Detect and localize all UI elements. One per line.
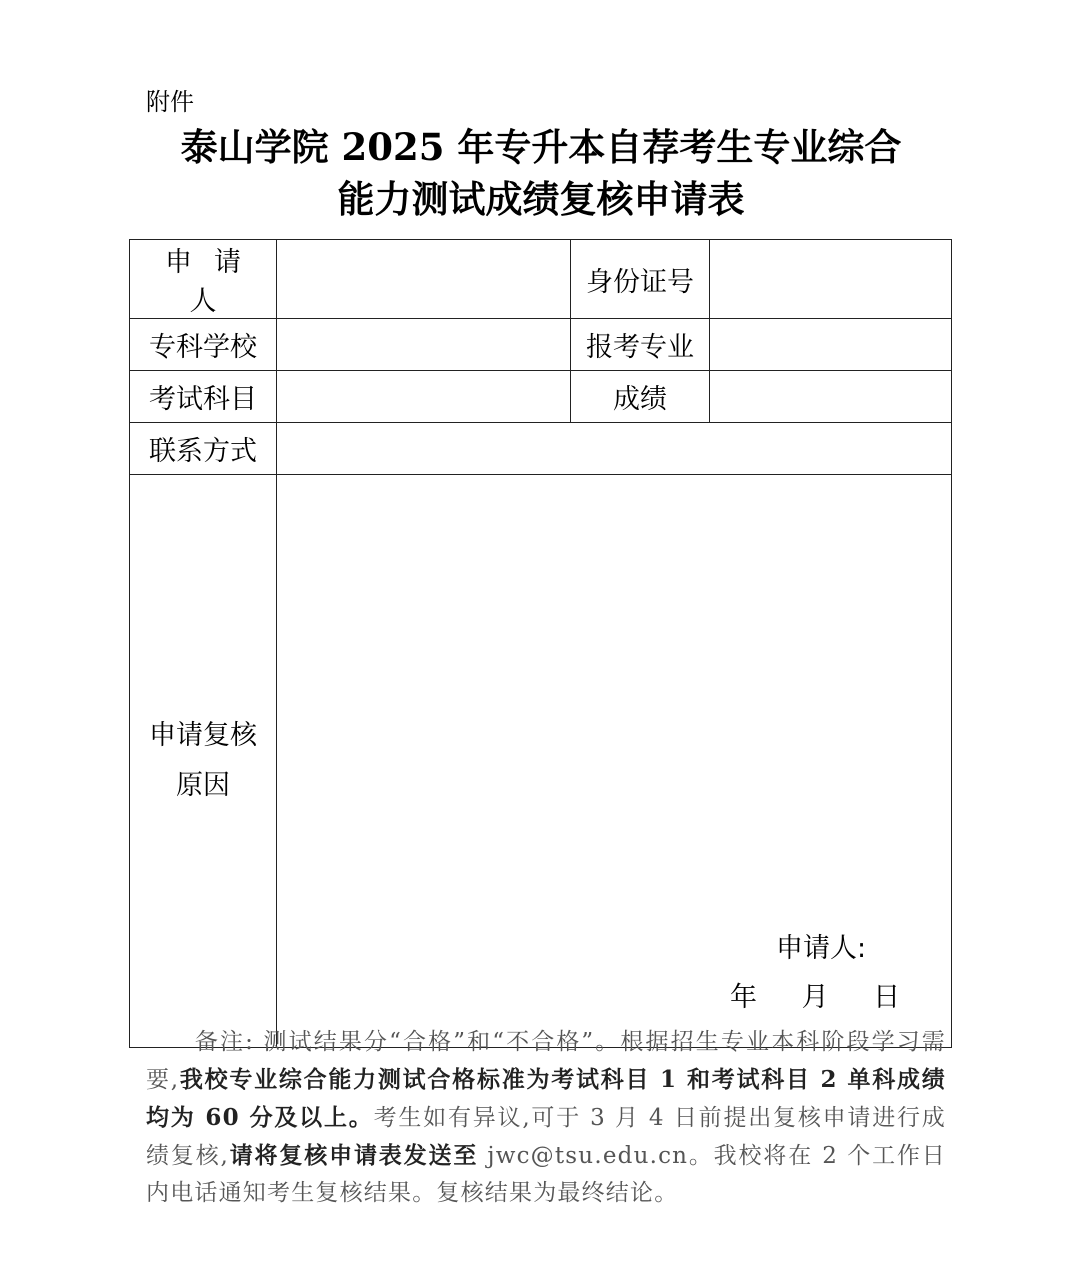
form-title-line2: 能力测试成绩复核申请表 — [337, 177, 745, 221]
contact-field[interactable] — [277, 423, 952, 475]
major-label: 报考专业 — [571, 319, 710, 371]
table-row — [130, 319, 952, 371]
college-label: 专科学校 — [130, 319, 277, 371]
note-send-instruction: 请将复核申请表发送至 — [229, 1142, 479, 1169]
id-number-field[interactable] — [710, 240, 952, 319]
note-paragraph — [146, 1024, 946, 1212]
note-part3: 考生如有异议,可于 3 月 4 日前提出复核申请进行成绩复核, — [146, 1105, 946, 1169]
id-number-label: 身份证号 — [571, 240, 710, 319]
note-pass-standard: 我校专业综合能力测试合格标准为考试科目 1 和考试科目 2 单科成绩均为 60 分及以上。 — [146, 1066, 946, 1131]
table-row — [130, 371, 952, 423]
college-field[interactable] — [277, 319, 571, 371]
form-title-line1: 泰山学院 2025 年专升本自荐考生专业综合 — [180, 125, 902, 169]
note-part1: 测试结果分“合格”和“不合格”。根据招生专业本科阶段学习需要, — [146, 1029, 947, 1093]
table-row — [130, 423, 952, 475]
reason-label-line2: 原因 — [176, 770, 230, 801]
attachment-label: 附件 — [146, 88, 194, 116]
note-prefix: 备注: — [194, 1029, 255, 1055]
subject-label: 考试科目 — [130, 371, 277, 423]
subject-field[interactable] — [277, 371, 571, 423]
major-field[interactable] — [710, 319, 952, 371]
applicant-field[interactable] — [277, 240, 571, 319]
reason-label — [130, 475, 277, 1048]
signature-label: 申请人: — [776, 933, 867, 964]
applicant-label: 申请人 — [130, 240, 277, 319]
note-part5: jwc@tsu.edu.cn。我校将在 2 个工作日内电话通知考生复核结果。复核结果为最终结论。 — [146, 1143, 946, 1206]
score-field[interactable] — [710, 371, 952, 423]
contact-label: 联系方式 — [130, 423, 277, 475]
table-row — [130, 240, 952, 319]
reason-label-line1: 申请复核 — [149, 720, 257, 751]
date-label: 年 月 日 — [730, 982, 901, 1013]
score-label: 成绩 — [571, 371, 710, 423]
